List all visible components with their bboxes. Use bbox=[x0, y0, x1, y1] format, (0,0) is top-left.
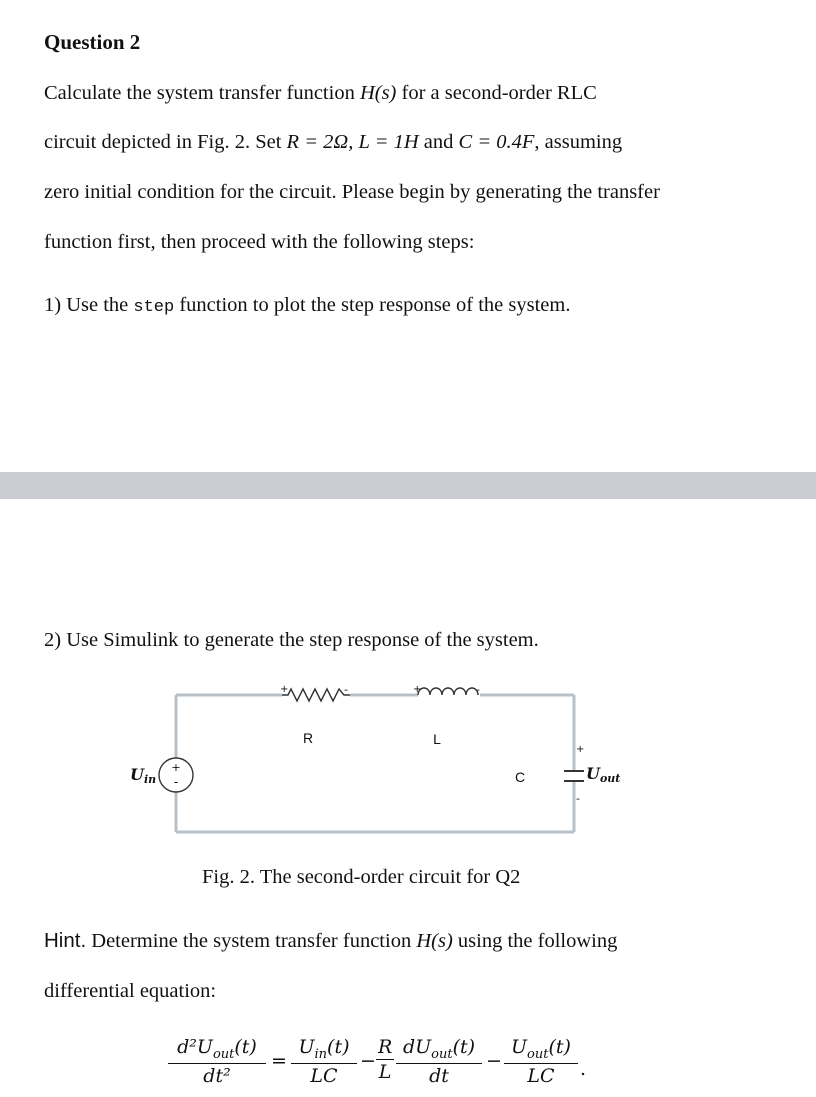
question-title: Question 2 bbox=[44, 30, 141, 54]
page-separator bbox=[0, 472, 816, 499]
output-plus: + bbox=[576, 744, 585, 755]
intro-line-1 bbox=[44, 80, 597, 106]
capacitor-plates bbox=[564, 771, 584, 781]
minus-sign-1: − bbox=[360, 1050, 376, 1072]
text: circuit depicted in Fig. 2. Set bbox=[44, 131, 287, 153]
code-step: step bbox=[133, 298, 175, 317]
equals-sign: = bbox=[271, 1050, 287, 1072]
term-1-fraction: $U_{in}(t)$ LC bbox=[291, 1036, 357, 1087]
inductor-minus: - bbox=[476, 683, 480, 696]
text: 1) Use the bbox=[44, 294, 134, 316]
intro-line-4: function first, then proceed with the following steps: bbox=[44, 231, 475, 253]
lhs-fraction: $d^2U_{out}(t)$ dt² bbox=[168, 1036, 266, 1087]
output-minus: - bbox=[576, 792, 580, 805]
inductor-label: L bbox=[433, 731, 441, 747]
intro-line-3: zero initial condition for the circuit. Please begin by generating the transfer bbox=[44, 181, 660, 203]
text: and bbox=[418, 131, 459, 153]
figure-caption: Fig. 2. The second-order circuit for Q2 bbox=[202, 866, 521, 888]
differential-equation bbox=[168, 1036, 608, 1096]
text: using the following bbox=[452, 930, 618, 952]
term-2-fraction: R L bbox=[378, 1036, 393, 1083]
resistor-minus: - bbox=[344, 683, 348, 696]
step-1 bbox=[44, 292, 570, 321]
rlc-circuit-diagram bbox=[100, 672, 660, 842]
c-value: C = 0.4F bbox=[458, 131, 535, 153]
step-2: 2) Use Simulink to generate the step response of the system. bbox=[44, 629, 539, 651]
term-4-fraction: $U_{out}(t)$ LC bbox=[504, 1036, 578, 1087]
resistor-zigzag bbox=[282, 689, 350, 701]
transfer-function-symbol: H(s) bbox=[359, 82, 397, 104]
hint-line-1 bbox=[44, 928, 617, 954]
rl-values: R = 2Ω, L = 1H bbox=[286, 131, 419, 153]
hint-label: Hint. bbox=[44, 929, 87, 952]
inductor-plus: + bbox=[413, 684, 422, 695]
minus-sign-2: − bbox=[486, 1050, 502, 1072]
text: , assuming bbox=[534, 131, 623, 153]
capacitor-label: C bbox=[514, 769, 526, 785]
text: Calculate the system transfer function bbox=[44, 82, 360, 104]
text: Determine the system transfer function bbox=[86, 930, 417, 952]
period: . bbox=[580, 1058, 587, 1080]
source-label: Uin bbox=[130, 765, 157, 786]
term-3-fraction: $dU_{out}(t)$ dt bbox=[396, 1036, 482, 1087]
text: for a second-order RLC bbox=[396, 82, 597, 104]
intro-line-2 bbox=[44, 129, 622, 155]
source-minus: - bbox=[173, 775, 179, 789]
hint-line-2: differential equation: bbox=[44, 980, 217, 1002]
transfer-function-symbol: H(s) bbox=[416, 930, 453, 952]
resistor-plus: + bbox=[280, 684, 289, 695]
output-label: Uout bbox=[586, 764, 621, 785]
inductor-coil bbox=[418, 688, 478, 695]
resistor-label: R bbox=[302, 730, 314, 746]
source-plus: + bbox=[171, 761, 181, 774]
text: function to plot the step response of the system. bbox=[174, 294, 571, 316]
